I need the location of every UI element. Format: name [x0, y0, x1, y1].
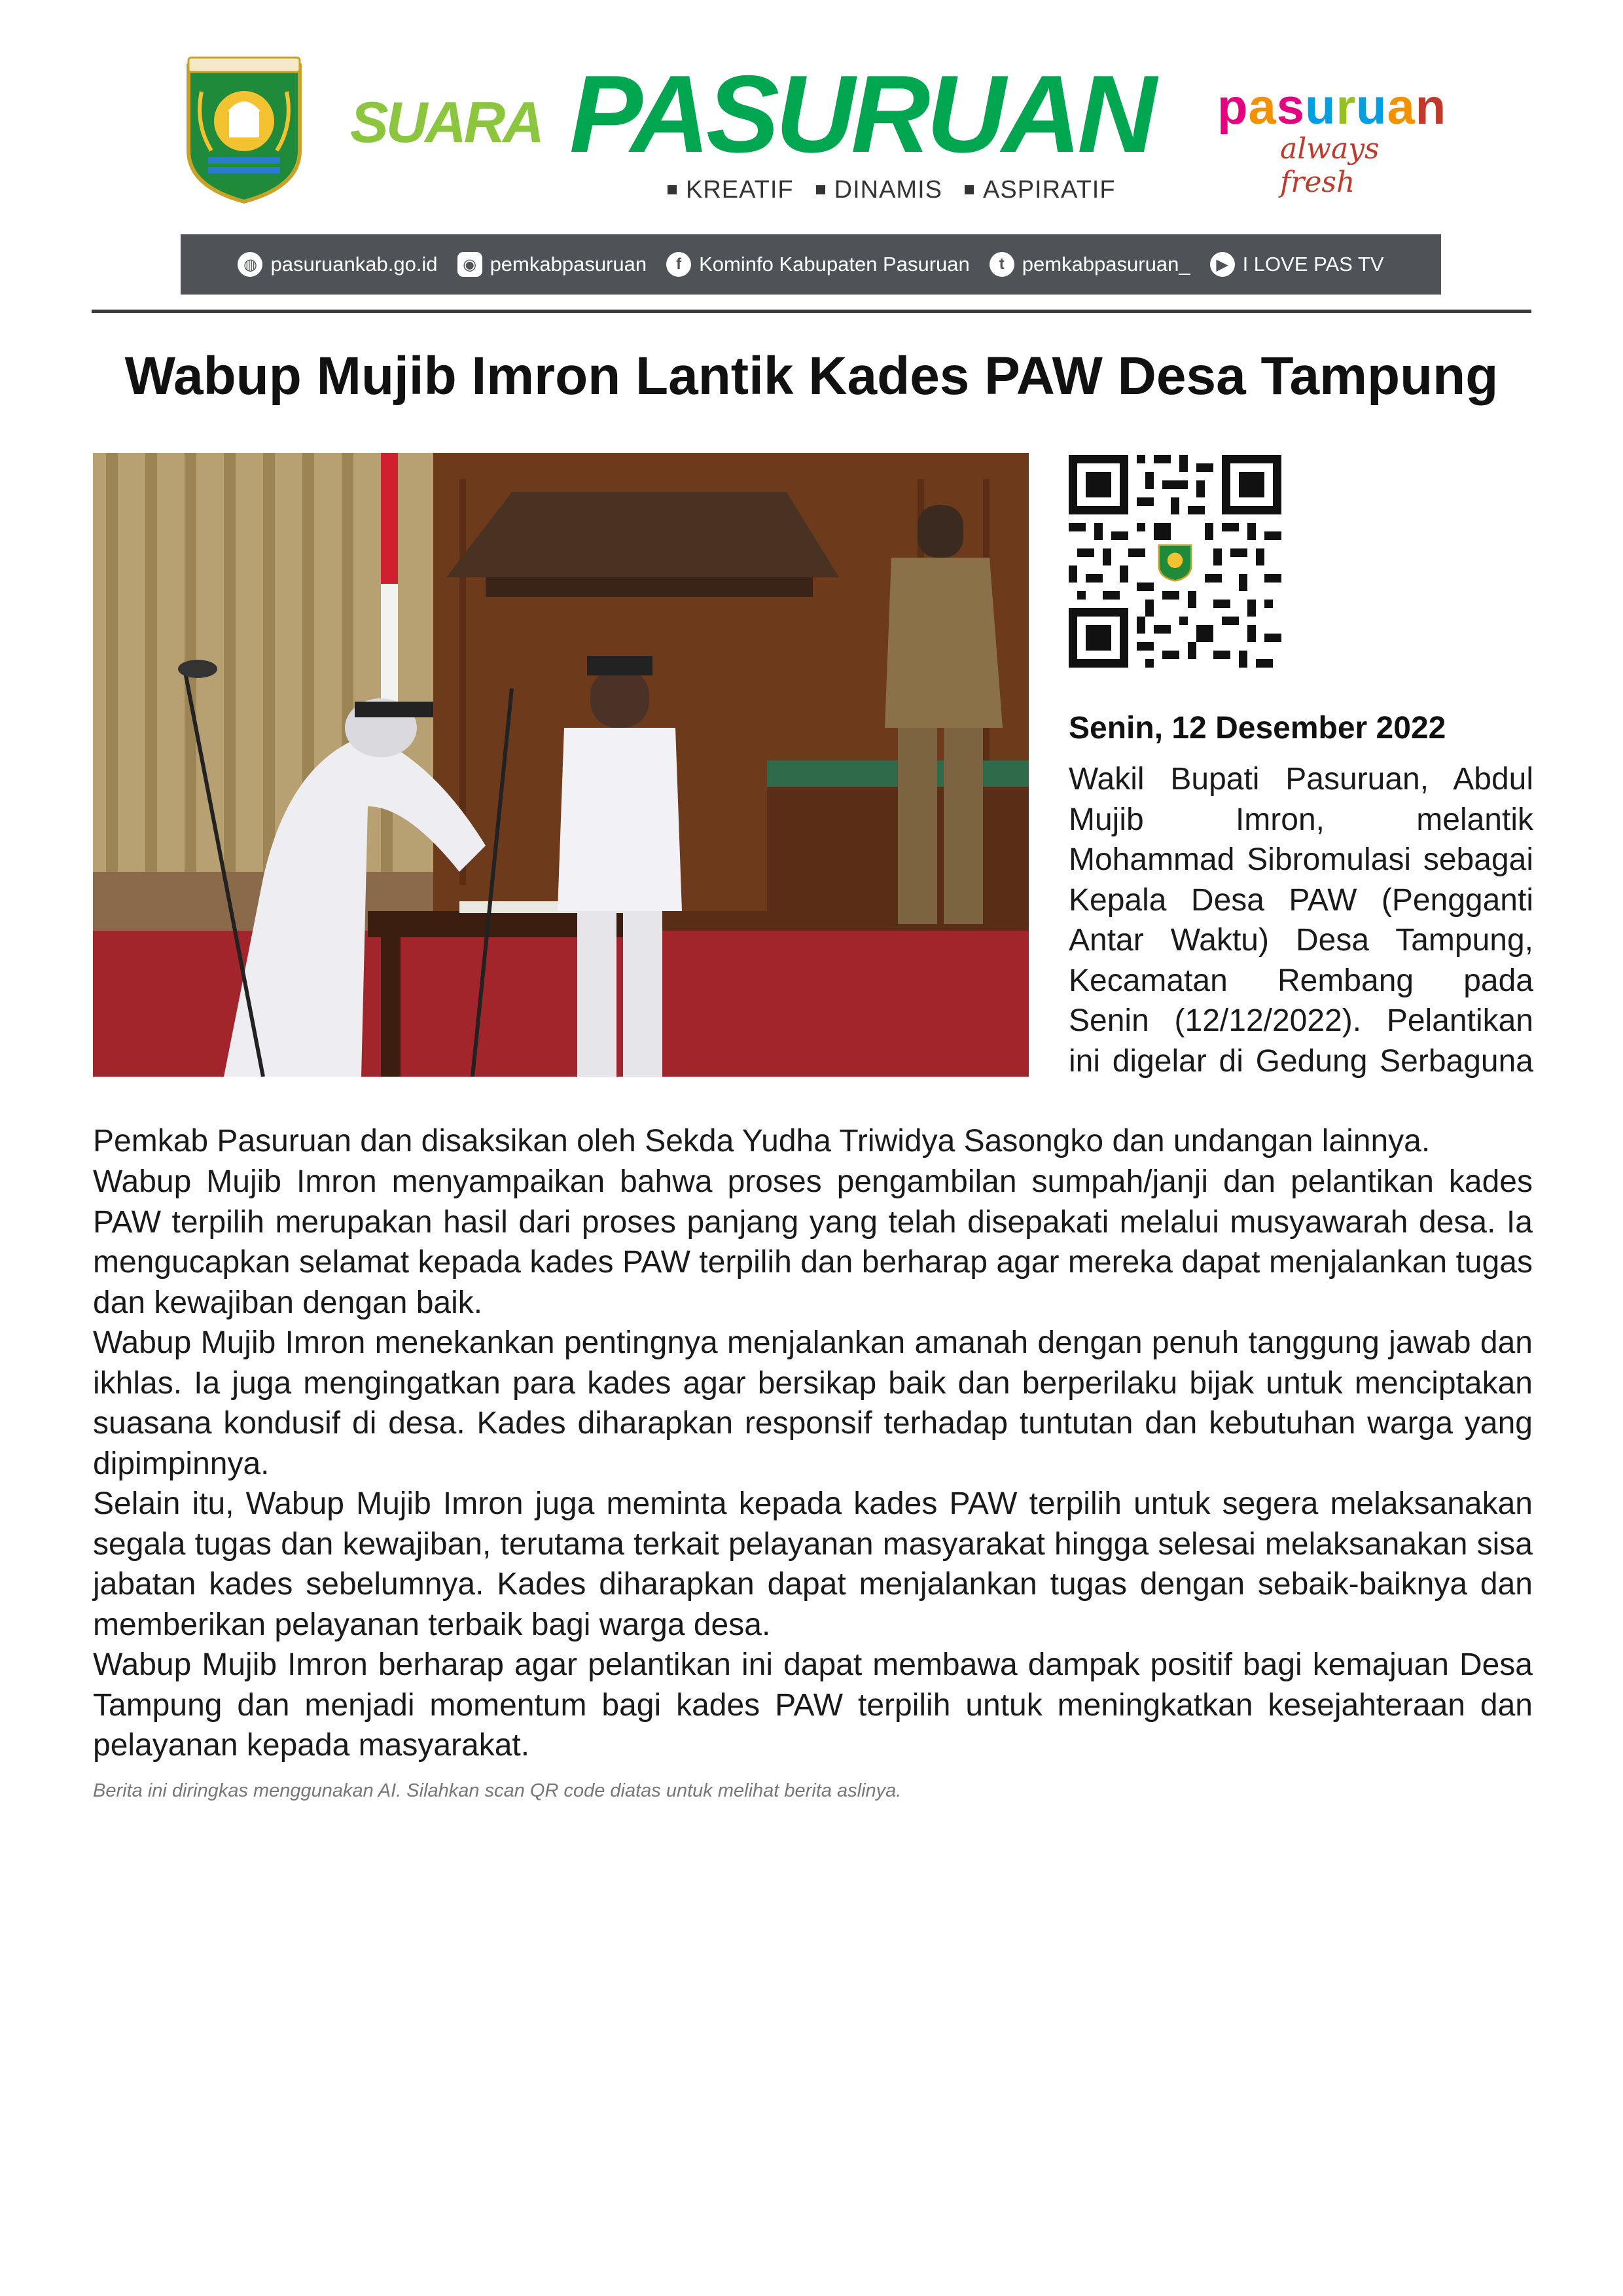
tourism-word: pasuruan	[1217, 79, 1447, 135]
tagline-item: DINAMIS	[816, 176, 942, 204]
article-body	[93, 1162, 1533, 1766]
qr-code[interactable]	[1069, 455, 1281, 668]
regency-crest-logo	[182, 52, 306, 204]
ai-summary-footnote: Berita ini diringkas menggunakan AI. Silahkan scan QR code diatas untuk melihat berita aslinya.	[93, 1780, 902, 1801]
suara-pasuruan-logo	[350, 51, 1168, 175]
twitter-icon: t	[990, 252, 1014, 277]
social-link-facebook[interactable]: f Kominfo Kabupaten Pasuruan	[666, 252, 970, 277]
lead-paragraph: Wakil Bupati Pasuruan, Abdul Mujib Imron, melantik Mohammad Sibromulasi sebagai Kepala Desa PAW (Pengganti Antar Waktu) Desa Tampung, Kecamatan Rembang pada Senin (12/12/2022). Pelantikan ini digelar di Gedung Serbaguna	[1069, 762, 1533, 1079]
youtube-icon: ▶	[1210, 252, 1235, 277]
tagline-item: KREATIF	[668, 176, 794, 204]
social-link-website[interactable]: ◍ pasuruankab.go.id	[238, 252, 437, 277]
article-lead	[1069, 759, 1533, 1081]
facebook-icon: f	[666, 252, 691, 277]
header-divider	[92, 310, 1531, 313]
brand-prefix: SUARA	[350, 90, 542, 154]
body-paragraph: Wabup Mujib Imron berharap agar pelantikan ini dapat membawa dampak positif bagi kemajuan Desa Tampung dan menjadi momentum bagi kades PAW terpilih untuk meningkatkan kesejahteraan dan pelayanan kepada masyarakat.	[93, 1647, 1533, 1763]
article-date: Senin, 12 Desember 2022	[1069, 711, 1446, 745]
globe-icon: ◍	[238, 252, 262, 277]
body-paragraph: Selain itu, Wabup Mujib Imron juga meminta kepada kades PAW terpilih untuk segera melaksanakan segala tugas dan kewajiban, terutama terkait pelayanan masyarakat hingga selesai melaksanakan sisa jabatan kades sebelumnya. Kades diharapkan dapat menjalankan tugas dengan sebaik-baiknya dan memberikan pelayanan terbaik bagi warga desa.	[93, 1486, 1533, 1642]
social-link-instagram[interactable]: ◉ pemkabpasuruan	[457, 252, 647, 277]
social-media-bar	[181, 234, 1441, 295]
instagram-icon: ◉	[457, 252, 482, 277]
article-photo	[93, 453, 1029, 1077]
brand-name: PASURUAN	[569, 52, 1153, 175]
social-link-youtube[interactable]: ▶ I LOVE PAS TV	[1210, 252, 1384, 277]
social-link-twitter[interactable]: t pemkabpasuruan_	[990, 252, 1190, 277]
tagline	[668, 175, 1165, 204]
tagline-item: ASPIRATIF	[965, 176, 1116, 204]
article-title: Wabup Mujib Imron Lantik Kades PAW Desa Tampung	[124, 346, 1499, 406]
pasuruan-tourism-logo	[1217, 79, 1453, 199]
body-paragraph: Wabup Mujib Imron menekankan pentingnya menjalankan amanah dengan penuh tanggung jawab dan ikhlas. Ia juga mengingatkan para kades agar bersikap baik dan berperilaku bijak untuk menciptakan suasana kondusif di desa. Kades diharapkan responsif terhadap tuntutan dan kebutuhan warga yang dipimpinnya.	[93, 1325, 1533, 1481]
lead-continuation: Pemkab Pasuruan dan disaksikan oleh Sekda Yudha Triwidya Sasongko dan undangan lainnya.	[93, 1124, 1431, 1158]
tourism-slogan: always fresh	[1280, 132, 1380, 199]
body-paragraph: Wabup Mujib Imron menyampaikan bahwa proses pengambilan sumpah/janji dan pelantikan kades PAW terpilih merupakan hasil dari proses panjang yang telah disepakati melalui musyawarah desa. Ia mengucapkan selamat kepada kades PAW terpilih dan berharap agar mereka dapat menjalankan tugas dan kewajiban dengan baik.	[93, 1164, 1533, 1320]
